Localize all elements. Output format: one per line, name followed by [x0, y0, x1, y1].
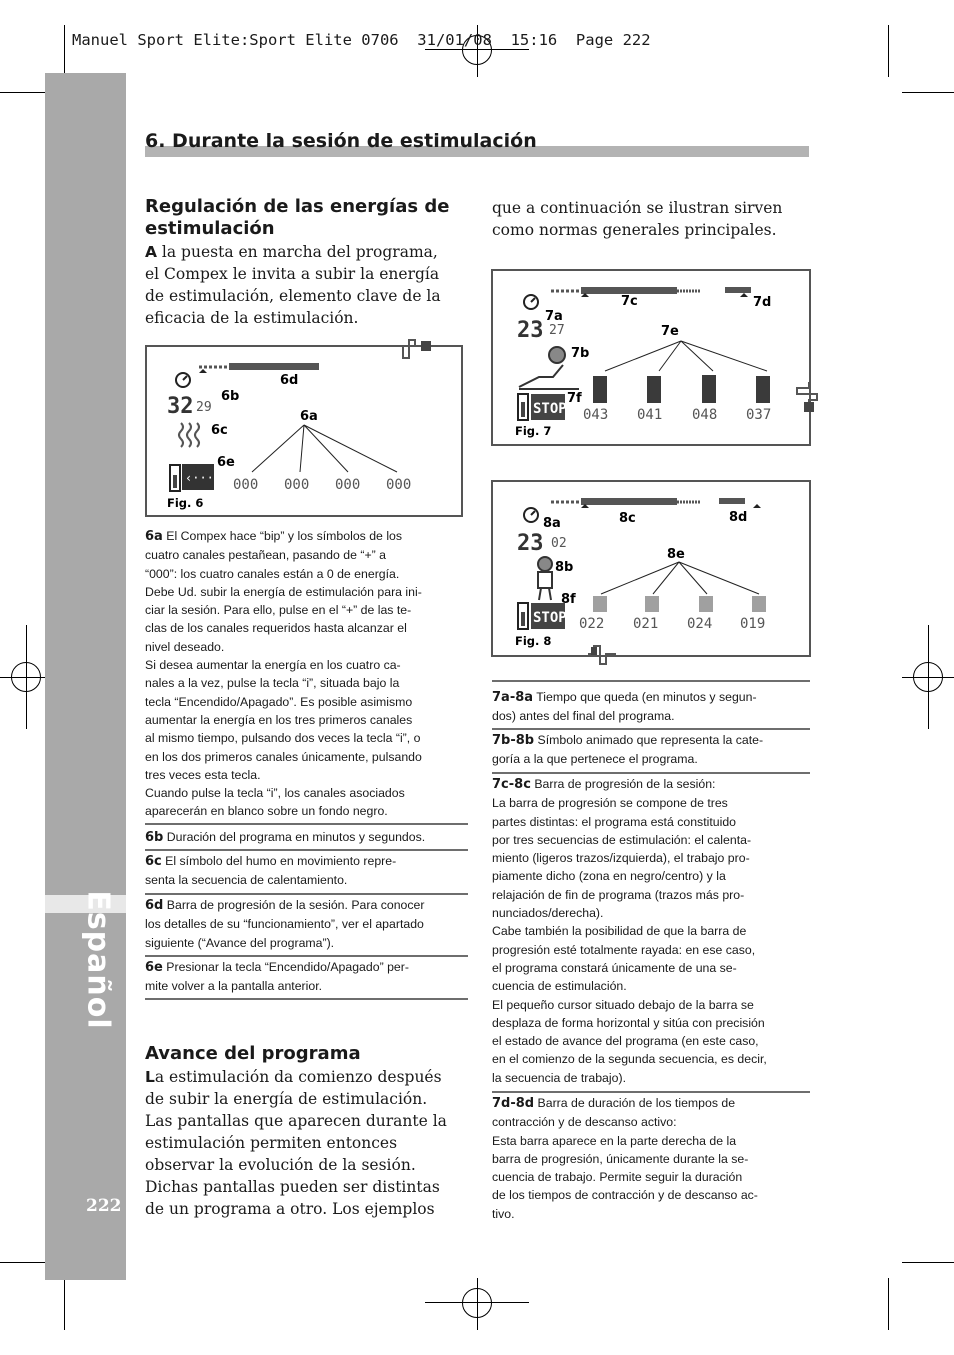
program-category-icon	[538, 557, 552, 600]
time-remaining-big: 32	[167, 394, 194, 419]
callout-6a: 6a	[300, 409, 318, 424]
callout-8f: 8f	[561, 592, 576, 607]
svg-text:STOP: STOP	[533, 610, 567, 626]
avance-dropcap: L	[145, 1068, 155, 1086]
channel-rest-pattern	[593, 596, 766, 612]
figure-7-label: Fig. 7	[515, 424, 552, 438]
channel-3-value: 024	[687, 616, 713, 632]
channel-4-value: 000	[386, 477, 412, 493]
note-separator	[145, 893, 468, 895]
figure-6-graphics	[147, 347, 463, 517]
callout-8c: 8c	[619, 511, 636, 526]
channel-2-value: 041	[637, 407, 663, 423]
svg-text:‹···: ‹···	[185, 471, 214, 485]
callout-8d: 8d	[729, 510, 748, 525]
regulacion-heading: Regulación de las energías de estimulación	[145, 196, 450, 239]
avance-body: La estimulación da comienzo después de subir la energía de estimulación. Las pantallas que aparecen durante la estimulación permiten entonces observar la evolución de la sesión. Dichas pantallas pueden ser distintas de un programa a otro. Los ejemplos	[145, 1068, 447, 1218]
channel-1-value: 000	[233, 477, 259, 493]
back-arrow-icon	[182, 464, 214, 490]
callout-7b: 7b	[571, 346, 590, 361]
callout-7f: 7f	[567, 391, 582, 406]
figure-7-graphics	[493, 271, 811, 446]
note-7d-8d: 7d-8d Barra de duración de los tiempos de contracción y de descanso activo: Esta barra aparece en la parte derecha de la barra de progresión, únicamente durante la se- cuencia de trabajo. Permite seguir la duración de los tiempos de contracción y de descanso ac- tivo.	[492, 1096, 758, 1221]
note-6b: 6b Duración del programa en minutos y segundos.	[145, 830, 426, 845]
note-7b-8b: 7b-8b Símbolo animado que representa la cate- goría a la que pertenece el programa.	[492, 733, 764, 767]
channel-4-energy-bar	[756, 376, 770, 403]
figure-8-screen	[491, 480, 811, 657]
note-6a: 6a El Compex hace “bip” y los símbolos de los cuatro canales pestañean, pasando de “+” a “000”: los cuatro canales están a 0 de energía. Debe Ud. subir la energía de estimulación para ini- ciar la sesión. Para ello, pulse en el “+” de las te- clas de los canales requeridos hasta alcanzar el nivel deseado. Si desea aumentar la energía en los cuatro ca- nales a la vez, pulse la tecla “i”, situada bajo la tecla “Encendido/Apagado”. Es posible asimismo aumentar la energía en los tres primeros canales al mismo tiempo, pulsando dos veces la tecla “i”, o en los dos primeros canales únicamente, pulsando tres veces esta tecla. Cuando pulse la tecla “i”, los canales asociados aparecerán en blanco sobre un fondo negro.	[145, 529, 422, 819]
note-separator	[145, 998, 468, 1000]
figure-6-connector-tab	[397, 338, 437, 360]
callout-7a: 7a	[545, 309, 563, 324]
callout-8b: 8b	[555, 560, 574, 575]
callout-6e: 6e	[217, 455, 235, 470]
channel-2-energy-bar	[647, 376, 661, 403]
callout-6c: 6c	[211, 423, 228, 438]
progress-bar	[551, 498, 701, 508]
progress-bar	[199, 363, 319, 373]
note-6d: 6d Barra de progresión de la sesión. Para conocer los detalles de su “funcionamiento”, ver el apartado siguiente (“Avance del programa”).	[145, 898, 425, 950]
section-title: 6. Durante la sesión de estimulación	[145, 130, 537, 152]
callout-7c: 7c	[621, 294, 638, 309]
battery-icon	[518, 394, 528, 420]
stopwatch-icon	[524, 508, 538, 522]
callout-7d: 7d	[753, 295, 772, 310]
channel-values	[233, 477, 411, 493]
callout-lines	[601, 562, 759, 594]
channel-3-energy-bar	[702, 375, 716, 403]
svg-text:STOP: STOP	[533, 401, 567, 417]
language-side-band	[45, 73, 126, 1280]
channel-1-energy-bar	[593, 376, 607, 403]
channel-energy-bars	[593, 375, 770, 403]
note-separator	[145, 955, 468, 957]
note-separator	[145, 849, 468, 851]
callout-6b: 6b	[221, 389, 240, 404]
figure-6-screen	[145, 345, 463, 517]
note-7a-8a: 7a-8a Tiempo que queda (en minutos y segun- dos) antes del final del programa.	[492, 690, 757, 724]
channel-1-value: 022	[579, 616, 605, 632]
callout-8e: 8e	[667, 547, 685, 562]
callout-6d: 6d	[280, 373, 299, 388]
time-remaining-small: 27	[549, 323, 565, 338]
stopwatch-icon	[524, 295, 538, 309]
callout-8a: 8a	[543, 516, 561, 531]
note-separator	[492, 680, 810, 682]
note-7c-8c: 7c-8c Barra de progresión de la sesión: La barra de progresión se compone de tres partes distintas: el programa está constituido por tres secuencias de estimulación: el calenta- miento (ligeros trazos/izquierda), el trabajo pro- piamente dicho (zona en negro/centro) y la relajación de fin de programa (trazos más pro- nunciados/derecha). Cabe también la posibilidad de que la barra de progresión esté totalmente rayada: en ese caso, el programa constará únicamente de una se- cuencia de estimulación. El pequeño cursor situado debajo de la barra se desplaza de forma horizontal y sitúa con precisión el estado de avance del programa (en este caso, en el comienzo de la segunda secuencia, es decir, la secuencia de trabajo).	[492, 777, 767, 1085]
battery-icon	[170, 465, 180, 491]
figure-8-graphics	[493, 482, 811, 657]
note-separator	[492, 1091, 810, 1093]
time-remaining-big: 23	[517, 531, 544, 556]
print-header: Manuel Sport Elite:Sport Elite 0706 31/01/08 15:16 Page 222	[72, 31, 651, 49]
channel-4-value: 019	[740, 616, 766, 632]
warmup-smoke-icon	[179, 423, 199, 447]
regulacion-body: A la puesta en marcha del programa, el Compex le invita a subir la energía de estimulación, elemento clave de la eficacia de la estimulación.	[145, 243, 441, 327]
channel-3-value: 000	[335, 477, 361, 493]
figure-8-label: Fig. 8	[515, 634, 552, 648]
figure-7-connector-tab	[795, 382, 821, 416]
figure-7-screen	[491, 269, 811, 446]
avance-heading: Avance del programa	[145, 1043, 361, 1064]
time-remaining-small: 29	[196, 400, 212, 415]
channel-3-value: 048	[692, 407, 718, 423]
figure-6-label: Fig. 6	[167, 496, 204, 510]
page-number: 222	[86, 1196, 122, 1216]
note-6c: 6c El símbolo del humo en movimiento repre- senta la secuencia de calentamiento.	[145, 854, 397, 888]
channel-values	[579, 616, 765, 632]
program-category-icon	[519, 347, 579, 389]
battery-icon	[518, 603, 528, 629]
right-column-intro: que a continuación se ilustran sirven como normas generales principales.	[492, 199, 783, 239]
figure-8-connector-tab	[588, 644, 624, 666]
callout-lines	[252, 425, 397, 472]
channel-4-value: 037	[746, 407, 772, 423]
side-language-label: Español	[80, 890, 116, 1030]
stopwatch-icon	[176, 373, 190, 387]
channel-2-value: 021	[633, 616, 659, 632]
time-remaining-small: 02	[551, 536, 567, 551]
note-6e: 6e Presionar la tecla “Encendido/Apagado” per- mite volver a la pantalla anterior.	[145, 960, 409, 994]
time-remaining-big: 23	[517, 318, 544, 343]
callout-lines	[605, 341, 767, 371]
channel-2-value: 000	[284, 477, 310, 493]
note-separator	[492, 728, 810, 730]
note-separator	[145, 823, 468, 825]
channel-values	[583, 407, 771, 423]
channel-1-value: 043	[583, 407, 609, 423]
stop-icon	[531, 394, 567, 420]
regulacion-dropcap: A	[145, 243, 157, 261]
callout-7e: 7e	[661, 324, 679, 339]
contraction-duration-bar	[725, 287, 751, 297]
note-separator	[492, 772, 810, 774]
contraction-duration-bar	[719, 498, 761, 508]
